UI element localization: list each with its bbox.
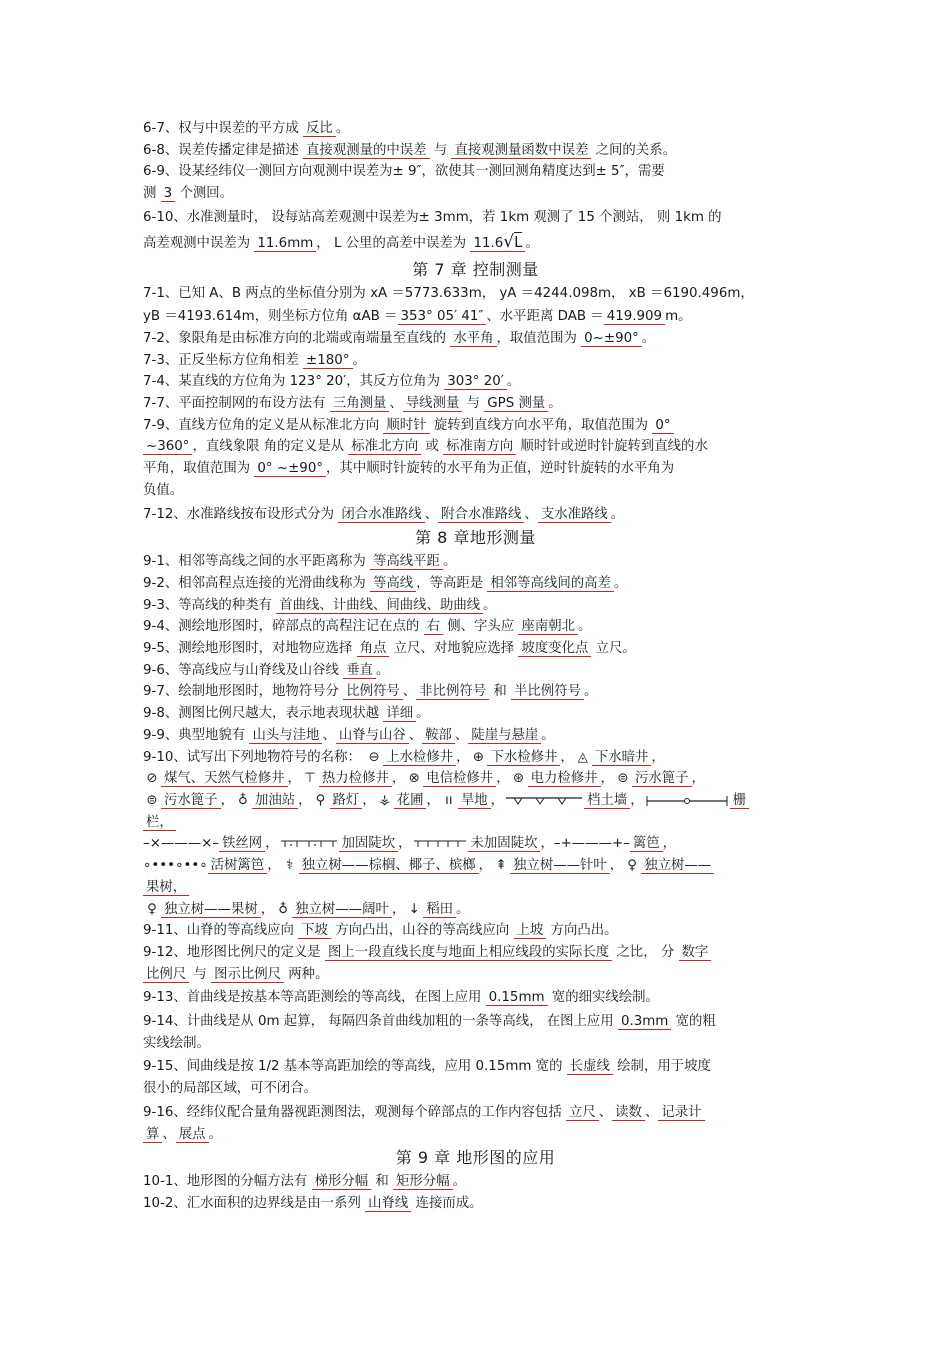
answer: 坡度变化点: [518, 641, 591, 657]
question-9-14: [143, 1011, 808, 1033]
question-7-4: [143, 371, 808, 393]
text: 方向凸出，山谷的等高线应向: [330, 923, 514, 939]
broadleaf-tree-icon: ♁: [278, 901, 289, 917]
answer: 鞍部: [422, 728, 455, 744]
answer: 标准南方向: [443, 439, 516, 455]
text: 。: [577, 619, 592, 635]
text: ，其中顺时针旋转的水平角为正值，逆时针旋转的水平角为: [326, 461, 675, 477]
answer: 花圃: [394, 793, 427, 809]
flower-bed-icon: ⚶: [378, 792, 391, 808]
chapter-7-title: 第 7 章 控制测量: [412, 259, 539, 279]
chapter-8-title: 第 8 章地形测量: [415, 528, 536, 548]
question-6-10: 6-10、水准测量时， 设每站高差观测中误差为± 3mm，若 1km 观测了 15 个测站， 则 1km 的: [143, 209, 722, 225]
text: 。: [416, 706, 430, 722]
answer: 加固陡坎: [339, 836, 399, 852]
answer: 标准北方向: [348, 439, 421, 455]
answer: 垂直: [343, 663, 376, 679]
answer: 数字: [679, 945, 712, 961]
text: 。: [352, 352, 366, 368]
text: 和: [371, 1174, 394, 1190]
answer: 非比例符号: [416, 684, 489, 700]
text: 。: [541, 727, 555, 743]
text: 6-8、误差传播定律是描述: [143, 142, 304, 158]
circle-plus-icon: ⊕: [472, 749, 485, 765]
answer: 0° ~±90°: [254, 461, 326, 477]
answer: 算: [143, 1127, 162, 1143]
question-9-16-cont: [143, 1124, 808, 1146]
text: 连接而成。: [411, 1195, 483, 1211]
text: 10-1、地形图的分幅方法有: [143, 1174, 312, 1190]
text: 、: [454, 727, 469, 743]
text: 高差观测中误差为: [143, 235, 255, 251]
answer: 电力检修井: [528, 771, 601, 787]
text: 两种。: [284, 966, 329, 982]
answer: 篱笆: [630, 836, 663, 852]
answer: 加油站: [252, 793, 298, 809]
circle-grate-icon: ⊜: [617, 771, 629, 787]
paddy-field-icon: ↓: [408, 901, 420, 917]
question-10-2: [143, 1193, 808, 1215]
circle-slash-icon: ⊘: [146, 771, 158, 787]
text: 测: [143, 186, 161, 202]
circle-t-icon: ⊤: [304, 771, 316, 787]
question-9-6: [143, 660, 808, 682]
text: 9-9、典型地貌有: [143, 727, 250, 743]
conifer-tree-icon: ⇞: [495, 858, 507, 874]
question-7-1-cont: [143, 306, 808, 328]
text: 9-6、等高线应与山脊线及山谷线: [143, 662, 344, 678]
text: 宽的粗: [671, 1014, 716, 1030]
question-9-11: [143, 920, 808, 942]
gas-station-icon: ♁: [238, 792, 248, 808]
text: ，取值范围为: [496, 330, 582, 346]
sqrt-icon: √: [503, 231, 515, 252]
answer: 山头与洼地: [249, 728, 322, 744]
answer: 独立树——果树: [161, 902, 261, 918]
street-lamp-icon: ⚲: [315, 792, 326, 808]
answer: 下水检修井: [487, 750, 560, 766]
question-9-15: [143, 1056, 808, 1078]
question-7-7: [143, 393, 808, 415]
answer: 相邻等高线间的高差: [487, 576, 614, 592]
question-7-9-cont2: [143, 458, 808, 480]
text: 。: [525, 235, 539, 251]
text: 立尺。: [591, 641, 636, 657]
question-9-10-row5-cont: [143, 877, 808, 899]
text: 9-14、计曲线是从 0m 起算， 每隔四条首曲线加粗的一条等高线， 在图上应用: [143, 1014, 618, 1030]
text: 。: [483, 597, 497, 613]
answer: 导线测量: [403, 396, 463, 412]
answer: 路灯: [330, 793, 363, 809]
answer-sqrt: [470, 231, 525, 252]
text: 侧、字头应: [442, 619, 519, 635]
text: ，直线象限 角的定义是从: [192, 439, 349, 455]
answer: 下坡: [298, 923, 331, 939]
answer: 11.6mm: [254, 236, 316, 252]
text: 、水平距离 DAB ＝: [486, 309, 604, 325]
answer: 比例尺: [143, 967, 189, 983]
answer: 读数: [612, 1105, 645, 1121]
question-9-15-cont: 很小的局部区域，可不闭合。: [143, 1081, 318, 1097]
text: 和: [489, 684, 512, 700]
answer: 详细: [383, 706, 416, 722]
circle-y-icon: ⊗: [408, 771, 420, 787]
hedge-fence-icon: –+———+–: [553, 836, 630, 852]
text: 顺时针或逆时针旋转到直线的水: [516, 439, 708, 455]
question-9-2: [143, 573, 808, 595]
answer: 座南朝北: [518, 619, 578, 635]
text: 9-8、测图比例尺越大，表示地表现状越: [143, 706, 384, 722]
text: 7-2、象限角是由标准方向的北端或南端量至直线的: [143, 330, 451, 346]
text: ， L 公里的高差中误差为: [316, 235, 471, 251]
text: 平角，取值范围为: [143, 461, 255, 477]
text: 、: [402, 684, 417, 700]
answer: 3: [161, 186, 176, 202]
question-10-1: [143, 1171, 808, 1193]
text: 。: [452, 1174, 466, 1190]
answer: 梯形分幅: [312, 1174, 372, 1190]
question-9-4: [143, 616, 808, 638]
answer: GPS 测量: [484, 396, 548, 412]
answer: 下水暗井: [592, 750, 652, 766]
answer: 山脊与山谷: [336, 728, 409, 744]
answer: 0°: [652, 418, 673, 434]
answer: 污水篦子: [632, 771, 692, 787]
text: 。: [610, 506, 625, 522]
answer: 顺时针: [383, 418, 429, 434]
live-hedge-icon: ∘•••∘••∘: [143, 858, 208, 874]
text: 9-10、试写出下列地物符号的名称：: [143, 749, 366, 765]
text: 。: [548, 396, 562, 412]
text: 之比， 分: [612, 944, 679, 960]
text: 或: [421, 439, 444, 455]
answer: 支水准路线: [538, 507, 611, 523]
text: 、: [524, 506, 538, 522]
question-9-16: [143, 1102, 808, 1124]
answer: 图上一段直线长度与地面上相应线段的实际长度: [325, 945, 612, 961]
answer: 半比例符号: [511, 684, 584, 700]
text: yB ＝4193.614m，则坐标方位角 αAB ＝: [143, 309, 398, 325]
question-6-7: [143, 118, 808, 140]
wire-fence-icon: –×———×–: [143, 836, 220, 852]
circle-triangle-icon: ◬: [577, 749, 588, 765]
answer: 等高线: [370, 576, 416, 592]
reinforced-scarp-icon: [279, 838, 339, 850]
text: 与: [429, 142, 452, 158]
text: 、: [322, 727, 336, 743]
question-9-14-cont: 实线绘制。: [143, 1035, 210, 1051]
question-9-8: [143, 703, 808, 725]
question-9-1: [143, 551, 808, 573]
question-9-12: [143, 942, 808, 964]
answer: 污水篦子: [161, 793, 221, 809]
text: 。: [335, 121, 350, 136]
question-6-10-cont: [143, 229, 808, 257]
answer: 角点: [357, 641, 390, 657]
answer: 反比: [303, 121, 336, 137]
dry-land-icon: ıı: [445, 792, 453, 808]
question-7-1: 7-1、已知 A、B 两点的坐标值分别为 xA ＝5773.633m， yA ＝4244.098m， xB ＝6190.496m，: [143, 285, 754, 301]
answer: 山脊线: [365, 1196, 411, 1212]
fence-icon: [644, 795, 730, 807]
text: 旋转到直线方向水平角，取值范围为: [429, 417, 653, 433]
answer: 栏，: [143, 815, 176, 831]
text: 、: [162, 1126, 176, 1142]
chapter-9-title: 第 9 章 地形图的应用: [395, 1148, 556, 1168]
text: 个测回。: [175, 186, 234, 202]
text: 与: [462, 396, 485, 412]
question-9-10-row4: –×———×– 铁丝网 ， 加固陡坎 ， 未加固陡坎 ，–+———+– 篱笆 ，: [143, 836, 677, 852]
answer: 铁丝网: [219, 836, 265, 852]
text: 9-13、首曲线是按基本等高距测绘的等高线，在图上应用: [143, 990, 486, 1006]
answer: 未加固陡坎: [468, 836, 541, 852]
question-9-3: [143, 595, 808, 617]
text: 、: [389, 396, 403, 412]
answer: 独立树——针叶: [510, 858, 610, 874]
question-9-10-row3-cont: [143, 812, 808, 834]
text: 9-5、测绘地形图时，对地物应选择: [143, 641, 357, 657]
text: 与: [189, 966, 212, 982]
question-6-9: 6-9、设某经纬仪一测回方向观测中误差为± 9″，欲使其一测回测角精度达到± 5″，需要: [143, 164, 665, 180]
text: 。: [641, 330, 656, 346]
answer: 直接观测量函数中误差: [451, 143, 591, 159]
text: 、: [598, 1104, 613, 1120]
answer: 0.15mm: [486, 990, 548, 1006]
answer: 栅: [730, 793, 749, 809]
text: 6-7、权与中误差的平方成: [143, 121, 304, 136]
answer: 上水检修井: [383, 750, 456, 766]
answer: 闭合水准路线: [338, 507, 424, 523]
answer: ~360°: [143, 439, 192, 455]
answer: 煤气、天然气检修井: [161, 771, 288, 787]
question-9-12-cont: [143, 964, 808, 986]
question-6-9-cont: [143, 183, 808, 205]
text: 。: [613, 575, 628, 591]
question-7-3: [143, 350, 808, 372]
text: 。: [208, 1126, 222, 1142]
text: 7-4、某直线的方位角为 123° 20′，其反方位角为: [143, 374, 445, 390]
text: 。: [442, 554, 457, 570]
text: 。: [376, 662, 390, 678]
question-7-2: [143, 328, 808, 350]
circle-minus-icon: ⊖: [368, 749, 380, 765]
answer: 三角测量: [330, 396, 390, 412]
text: 之间的关系。: [591, 142, 676, 158]
answer: 419.909: [604, 309, 665, 325]
question-9-10-row2: ⊘ 煤气、天然气检修井 ， ⊤ 热力检修井 ， ⊗ 电信检修井 ， ⊛ 电力检修井 ， ⊜ 污水篦子 ，: [143, 768, 808, 790]
text: 7-7、平面控制网的布设方法有: [143, 396, 330, 412]
question-9-13: [143, 987, 808, 1009]
text: 、: [644, 1104, 659, 1120]
question-9-10-row5: ∘•••∘••∘ 活树篱笆 ， ⚕ 独立树——棕榈、椰子、槟榔 ， ⇞ 独立树——针叶 ， ♀ 独立树——: [143, 855, 808, 877]
text: 10-2、汇水面积的边界线是由一系列: [143, 1195, 366, 1211]
question-9-5: [143, 638, 808, 660]
question-9-10-row3: ⊜ 污水篦子 ， ♁ 加油站 ， ⚲ 路灯 ， ⚶ 花圃 ， ıı 旱地 ， 档土墙 ， 栅: [143, 790, 808, 812]
text: 7-3、正反坐标方位角相差: [143, 352, 304, 368]
answer: 记录计: [658, 1105, 704, 1121]
question-6-8: [143, 140, 808, 162]
question-7-12: [143, 504, 808, 526]
question-9-9: [143, 725, 808, 747]
answer: 等高线平距: [370, 554, 443, 570]
answer: 稻田: [423, 902, 456, 918]
answer: 右: [424, 619, 443, 635]
answer: 电信检修井: [423, 771, 496, 787]
answer: 水平角: [450, 331, 496, 347]
answer: 立尺: [566, 1105, 599, 1121]
text: 。: [583, 684, 598, 700]
question-9-10: 9-10、试写出下列地物符号的名称： ⊖ 上水检修井 ， ⊕ 下水检修井 ， ◬ 下水暗井 ，: [143, 747, 808, 769]
text: 9-12、地形图比例尺的定义是: [143, 944, 325, 960]
answer: 首曲线、计曲线、间曲线、助曲线: [276, 598, 483, 614]
text: 。: [506, 374, 521, 390]
answer: 矩形分幅: [393, 1174, 453, 1190]
answer: 活树篱笆: [208, 858, 268, 874]
answer: 353° 05′ 41″: [398, 309, 487, 325]
text: 、: [424, 506, 439, 522]
answer: 附合水准路线: [438, 507, 524, 523]
question-9-7: [143, 681, 808, 703]
retaining-wall-icon: [504, 795, 584, 807]
question-7-9-cont3: 负值。: [143, 482, 184, 498]
text: 9-11、山脊的等高线应向: [143, 923, 299, 939]
answer: 独立树——阔叶: [292, 902, 392, 918]
answer: ±180°: [303, 353, 352, 369]
text: 9-1、相邻等高线之间的水平距离称为: [143, 554, 370, 570]
answer: 图示比例尺: [211, 967, 284, 983]
text: 宽的细实线绘制。: [547, 990, 659, 1006]
text: m。: [665, 309, 692, 325]
text: 立尺、对地貌应选择: [389, 641, 519, 657]
text: 9-16、经纬仪配合量角器视距测图法，观测每个碎部点的工作内容包括: [143, 1104, 566, 1120]
circle-grate-icon: ⊜: [146, 792, 158, 808]
answer: 303° 20′: [444, 374, 507, 390]
answer: 上坡: [514, 923, 547, 939]
text: 9-2、相邻高程点连接的光滑曲线称为: [143, 575, 370, 591]
text: 9-7、绘制地形图时，地物符号分: [143, 684, 344, 700]
answer: 独立树——棕榈、椰子、槟榔: [299, 858, 479, 874]
fruit-tree-icon: ♀: [627, 858, 638, 874]
unreinforced-scarp-icon: [412, 838, 468, 850]
circle-s-icon: ⊛: [512, 771, 525, 787]
answer: 长虚线: [567, 1059, 613, 1075]
answer: 热力检修井: [319, 771, 392, 787]
text: 7-12、水准路线按布设形式分为: [143, 506, 339, 522]
text: 、: [408, 727, 423, 743]
radicand: L: [514, 232, 523, 251]
text: 9-3、等高线的种类有: [143, 597, 277, 613]
answer: 11.6: [473, 235, 504, 251]
answer: 0.3mm: [618, 1014, 671, 1030]
text: 9-4、测绘地形图时，碎部点的高程注记在点的: [143, 619, 424, 635]
document-page: [143, 118, 808, 1215]
text: 方向凸出。: [546, 923, 618, 939]
text: 绘制，用于坡度: [612, 1059, 711, 1075]
answer: 展点: [176, 1127, 209, 1143]
text: ，等高距是: [416, 575, 488, 591]
fruit-tree-icon: ♀: [147, 901, 157, 917]
answer: 0~±90°: [581, 331, 642, 347]
question-7-9: [143, 415, 808, 437]
text: 7-9、直线方位角的定义是从标准北方向: [143, 417, 384, 433]
palm-tree-icon: ⚕: [285, 858, 294, 874]
answer: 比例符号: [343, 684, 403, 700]
question-7-9-cont: [143, 436, 808, 458]
answer: 旱地: [458, 793, 491, 809]
question-9-10-row6: ♀ 独立树——果树 ， ♁ 独立树——阔叶 ， ↓ 稻田 。: [143, 899, 808, 921]
answer: 陡崖与悬崖: [468, 728, 541, 744]
answer: 果树，: [143, 880, 189, 896]
text: 9-15、间曲线是按 1/2 基本等高距加绘的等高线，应用 0.15mm 宽的: [143, 1059, 567, 1075]
answer: 档土墙: [584, 793, 630, 809]
answer: 直接观测量的中误差: [303, 143, 430, 159]
answer: 独立树——: [641, 858, 714, 874]
